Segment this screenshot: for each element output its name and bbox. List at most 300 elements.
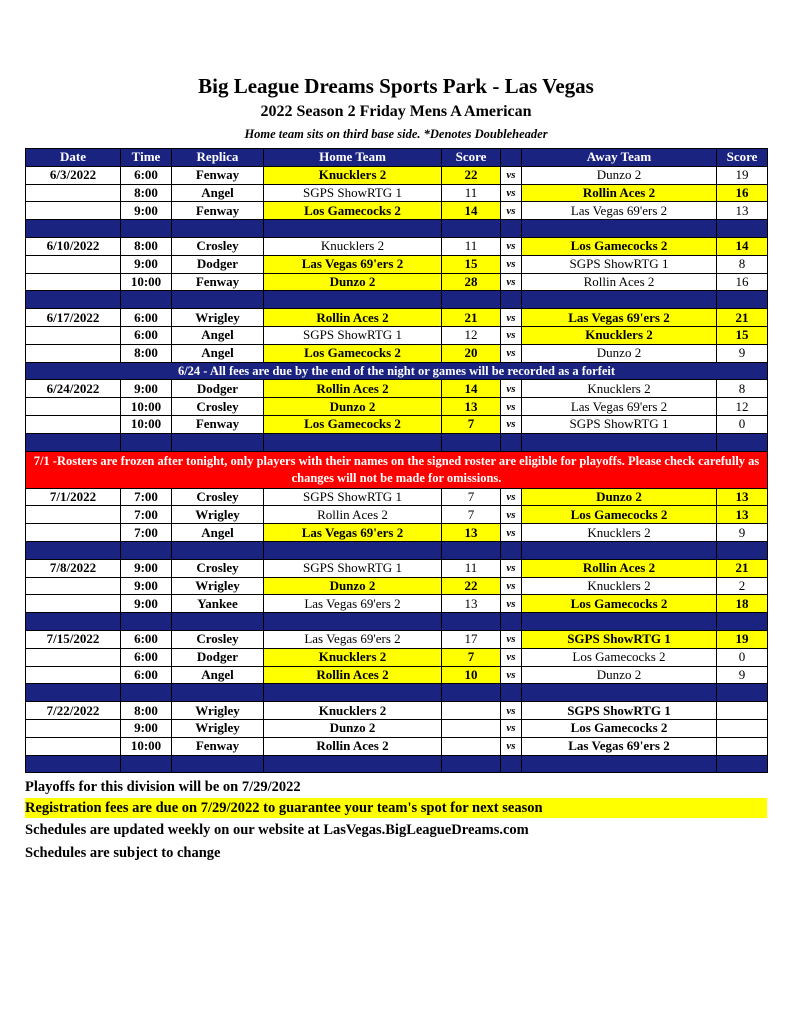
separator-cell [717,755,768,773]
away-team: Knucklers 2 [522,380,717,398]
game-date: 6/24/2022 [26,380,121,398]
home-team: SGPS ShowRTG 1 [264,326,442,344]
separator-cell [172,433,264,451]
separator-cell [522,684,717,702]
game-date: 7/8/2022 [26,559,121,577]
game-time: 7:00 [121,506,172,524]
separator-cell [172,291,264,309]
game-row [26,702,768,720]
home-score: 11 [442,559,501,577]
separator-cell [442,684,501,702]
separator-cell [442,755,501,773]
away-team: Knucklers 2 [522,524,717,542]
away-score: 2 [717,577,768,595]
game-time: 9:00 [121,577,172,595]
separator-cell [172,684,264,702]
page-subtitle: 2022 Season 2 Friday Mens A American [260,103,532,120]
game-date: 7/1/2022 [26,488,121,506]
away-team: Las Vegas 69'ers 2 [522,309,717,327]
home-team: SGPS ShowRTG 1 [264,488,442,506]
vs-label: vs [501,559,522,577]
field-name: Angel [172,666,264,684]
separator-cell [717,433,768,451]
game-time: 8:00 [121,237,172,255]
game-time: 10:00 [121,398,172,416]
game-time: 7:00 [121,488,172,506]
game-time: 8:00 [121,702,172,720]
game-row [26,184,768,202]
away-team: Rollin Aces 2 [522,559,717,577]
away-score: 8 [717,255,768,273]
table-header-row [26,149,768,167]
separator-cell [442,291,501,309]
field-name: Crosley [172,559,264,577]
home-team: Rollin Aces 2 [264,309,442,327]
away-score: 13 [717,202,768,220]
home-score: 28 [442,273,501,291]
home-team: Knucklers 2 [264,702,442,720]
separator-cell [172,613,264,631]
home-score: 10 [442,666,501,684]
field-name: Angel [172,326,264,344]
separator-cell [442,541,501,559]
vs-label: vs [501,237,522,255]
separator-cell [522,291,717,309]
home-score: 21 [442,309,501,327]
separator-cell [121,291,172,309]
separator-cell [501,684,522,702]
game-row [26,719,768,737]
vs-label: vs [501,524,522,542]
game-date [26,184,121,202]
away-score: 8 [717,380,768,398]
field-name: Crosley [172,630,264,648]
game-time: 9:00 [121,255,172,273]
home-score: 13 [442,595,501,613]
away-team: Los Gamecocks 2 [522,237,717,255]
separator-cell [264,613,442,631]
separator-cell [264,291,442,309]
game-date [26,398,121,416]
away-team: Dunzo 2 [522,666,717,684]
separator-cell [121,541,172,559]
home-team: Rollin Aces 2 [264,506,442,524]
home-team-note: Home team sits on third base side. *Denotes Doubleheader [244,127,548,141]
vs-label: vs [501,255,522,273]
separator-cell [264,755,442,773]
home-team: Los Gamecocks 2 [264,415,442,433]
separator-row [26,433,768,451]
game-row [26,273,768,291]
separator-cell [522,541,717,559]
field-name: Dodger [172,255,264,273]
game-row [26,737,768,755]
home-team: Knucklers 2 [264,648,442,666]
separator-cell [172,220,264,238]
away-team: Knucklers 2 [522,577,717,595]
separator-cell [717,541,768,559]
separator-cell [522,613,717,631]
separator-row [26,684,768,702]
home-team: Las Vegas 69'ers 2 [264,595,442,613]
game-time: 6:00 [121,630,172,648]
game-date: 7/22/2022 [26,702,121,720]
vs-label: vs [501,273,522,291]
home-team: SGPS ShowRTG 1 [264,559,442,577]
website-note: Schedules are updated weekly on our website at LasVegas.BigLeagueDreams.com [25,822,529,838]
home-score: 17 [442,630,501,648]
game-row [26,309,768,327]
field-name: Fenway [172,415,264,433]
game-time: 9:00 [121,380,172,398]
separator-cell [522,220,717,238]
away-team: Rollin Aces 2 [522,184,717,202]
separator-cell [501,613,522,631]
game-time: 6:00 [121,666,172,684]
separator-cell [442,433,501,451]
field-name: Wrigley [172,309,264,327]
separator-row [26,541,768,559]
schedule-table [25,148,768,773]
separator-cell [121,755,172,773]
separator-cell [26,433,121,451]
col-away-team: Away Team [522,149,717,167]
home-team: Dunzo 2 [264,398,442,416]
game-time: 6:00 [121,166,172,184]
home-score [442,719,501,737]
home-team: Las Vegas 69'ers 2 [264,524,442,542]
away-score: 19 [717,630,768,648]
away-score [717,719,768,737]
field-name: Fenway [172,737,264,755]
game-row [26,344,768,362]
col-home-team: Home Team [264,149,442,167]
game-time: 8:00 [121,344,172,362]
vs-label: vs [501,166,522,184]
home-score: 7 [442,488,501,506]
game-time: 9:00 [121,559,172,577]
field-name: Dodger [172,380,264,398]
home-team: Los Gamecocks 2 [264,202,442,220]
field-name: Fenway [172,273,264,291]
home-team: Dunzo 2 [264,577,442,595]
field-name: Wrigley [172,506,264,524]
page-title: Big League Dreams Sports Park - Las Vegas [198,74,594,98]
home-score: 7 [442,506,501,524]
game-time: 6:00 [121,648,172,666]
separator-cell [717,220,768,238]
home-team: Rollin Aces 2 [264,737,442,755]
roster-alert-text: 7/1 -Rosters are frozen after tonight, only players with their names on the signed roster are eligible for playoffs. Please check carefully as changes will not be made for omissions. [26,451,768,488]
home-score [442,737,501,755]
field-name: Crosley [172,488,264,506]
away-team: Los Gamecocks 2 [522,595,717,613]
vs-label: vs [501,506,522,524]
field-name: Yankee [172,595,264,613]
roster-alert-row [26,451,768,488]
game-time: 8:00 [121,184,172,202]
away-team: Los Gamecocks 2 [522,648,717,666]
home-score [442,702,501,720]
vs-label: vs [501,595,522,613]
field-name: Crosley [172,237,264,255]
separator-cell [264,684,442,702]
vs-label: vs [501,737,522,755]
away-score: 9 [717,344,768,362]
game-row [26,559,768,577]
separator-cell [717,613,768,631]
home-score: 20 [442,344,501,362]
home-score: 14 [442,380,501,398]
away-score: 13 [717,488,768,506]
home-team: Las Vegas 69'ers 2 [264,630,442,648]
game-date [26,202,121,220]
separator-cell [121,613,172,631]
col-date: Date [26,149,121,167]
separator-cell [501,541,522,559]
field-name: Wrigley [172,719,264,737]
game-date: 6/10/2022 [26,237,121,255]
home-team: Rollin Aces 2 [264,666,442,684]
home-team: Los Gamecocks 2 [264,344,442,362]
away-score: 15 [717,326,768,344]
home-score: 7 [442,415,501,433]
vs-label: vs [501,702,522,720]
home-score: 13 [442,524,501,542]
separator-cell [501,755,522,773]
field-name: Wrigley [172,577,264,595]
separator-cell [522,433,717,451]
home-team: Dunzo 2 [264,719,442,737]
field-name: Dodger [172,648,264,666]
game-date [26,719,121,737]
game-time: 10:00 [121,737,172,755]
separator-cell [717,684,768,702]
game-time: 10:00 [121,273,172,291]
away-team: SGPS ShowRTG 1 [522,702,717,720]
away-team: SGPS ShowRTG 1 [522,630,717,648]
home-team: Knucklers 2 [264,166,442,184]
fee-notice-text: 6/24 - All fees are due by the end of the night or games will be recorded as a forfeit [26,362,768,380]
field-name: Angel [172,524,264,542]
col-away-score: Score [717,149,768,167]
home-score: 7 [442,648,501,666]
home-team: Rollin Aces 2 [264,380,442,398]
game-time: 10:00 [121,415,172,433]
away-team: Los Gamecocks 2 [522,719,717,737]
field-name: Angel [172,184,264,202]
field-name: Angel [172,344,264,362]
col-vs [501,149,522,167]
game-time: 7:00 [121,524,172,542]
vs-label: vs [501,488,522,506]
vs-label: vs [501,415,522,433]
game-time: 9:00 [121,202,172,220]
game-row [26,202,768,220]
home-score: 12 [442,326,501,344]
home-score: 22 [442,577,501,595]
game-date [26,255,121,273]
away-score: 0 [717,415,768,433]
vs-label: vs [501,630,522,648]
away-score: 21 [717,559,768,577]
separator-cell [121,220,172,238]
separator-cell [442,220,501,238]
vs-label: vs [501,577,522,595]
game-row [26,237,768,255]
separator-cell [501,433,522,451]
schedule-body [26,166,768,773]
home-team: Knucklers 2 [264,237,442,255]
registration-note: Registration fees are due on 7/29/2022 to guarantee your team's spot for next season [25,798,767,818]
separator-cell [264,541,442,559]
home-score: 11 [442,184,501,202]
vs-label: vs [501,398,522,416]
home-score: 22 [442,166,501,184]
away-team: Knucklers 2 [522,326,717,344]
away-score: 0 [717,648,768,666]
separator-cell [26,613,121,631]
separator-cell [26,291,121,309]
game-row [26,415,768,433]
game-date [26,737,121,755]
separator-cell [26,755,121,773]
away-score: 12 [717,398,768,416]
game-time: 9:00 [121,595,172,613]
separator-cell [501,291,522,309]
away-team: Rollin Aces 2 [522,273,717,291]
separator-row [26,613,768,631]
playoffs-note: Playoffs for this division will be on 7/29/2022 [25,779,301,795]
vs-label: vs [501,202,522,220]
away-score: 16 [717,273,768,291]
field-name: Fenway [172,202,264,220]
separator-cell [121,433,172,451]
game-row [26,488,768,506]
separator-cell [501,220,522,238]
vs-label: vs [501,184,522,202]
game-date: 6/3/2022 [26,166,121,184]
home-team: SGPS ShowRTG 1 [264,184,442,202]
game-date [26,415,121,433]
game-date [26,577,121,595]
separator-row [26,755,768,773]
away-score: 9 [717,666,768,684]
away-team: SGPS ShowRTG 1 [522,255,717,273]
game-row [26,506,768,524]
home-score: 11 [442,237,501,255]
game-time: 9:00 [121,719,172,737]
vs-label: vs [501,648,522,666]
game-row [26,577,768,595]
vs-label: vs [501,666,522,684]
field-name: Crosley [172,398,264,416]
game-row [26,398,768,416]
away-score: 13 [717,506,768,524]
game-date [26,326,121,344]
game-date [26,666,121,684]
game-row [26,326,768,344]
game-date [26,648,121,666]
home-score: 15 [442,255,501,273]
game-row [26,380,768,398]
away-team: Los Gamecocks 2 [522,506,717,524]
home-team: Las Vegas 69'ers 2 [264,255,442,273]
game-row [26,648,768,666]
away-team: Dunzo 2 [522,344,717,362]
separator-cell [172,541,264,559]
game-date [26,595,121,613]
separator-cell [121,684,172,702]
away-team: Las Vegas 69'ers 2 [522,398,717,416]
game-date [26,524,121,542]
vs-label: vs [501,719,522,737]
game-date: 6/17/2022 [26,309,121,327]
game-row [26,666,768,684]
col-replica: Replica [172,149,264,167]
game-time: 6:00 [121,326,172,344]
away-score: 16 [717,184,768,202]
game-row [26,524,768,542]
home-team: Dunzo 2 [264,273,442,291]
game-row [26,630,768,648]
away-score [717,702,768,720]
away-team: Las Vegas 69'ers 2 [522,737,717,755]
game-row [26,595,768,613]
vs-label: vs [501,326,522,344]
game-row [26,255,768,273]
game-date [26,344,121,362]
game-date: 7/15/2022 [26,630,121,648]
away-score: 18 [717,595,768,613]
separator-cell [26,684,121,702]
game-time: 6:00 [121,309,172,327]
col-home-score: Score [442,149,501,167]
vs-label: vs [501,309,522,327]
away-score: 21 [717,309,768,327]
away-score [717,737,768,755]
field-name: Fenway [172,166,264,184]
change-note: Schedules are subject to change [25,845,221,861]
field-name: Wrigley [172,702,264,720]
separator-row [26,291,768,309]
away-score: 14 [717,237,768,255]
separator-row [26,220,768,238]
game-row [26,166,768,184]
separator-cell [522,755,717,773]
vs-label: vs [501,344,522,362]
separator-cell [26,220,121,238]
col-time: Time [121,149,172,167]
away-team: Dunzo 2 [522,166,717,184]
away-team: SGPS ShowRTG 1 [522,415,717,433]
away-score: 19 [717,166,768,184]
away-team: Las Vegas 69'ers 2 [522,202,717,220]
home-score: 14 [442,202,501,220]
away-team: Dunzo 2 [522,488,717,506]
game-date [26,506,121,524]
vs-label: vs [501,380,522,398]
separator-cell [442,613,501,631]
separator-cell [717,291,768,309]
separator-cell [264,220,442,238]
home-score: 13 [442,398,501,416]
separator-cell [26,541,121,559]
separator-cell [264,433,442,451]
fee-notice-row [26,362,768,380]
away-score: 9 [717,524,768,542]
separator-cell [172,755,264,773]
